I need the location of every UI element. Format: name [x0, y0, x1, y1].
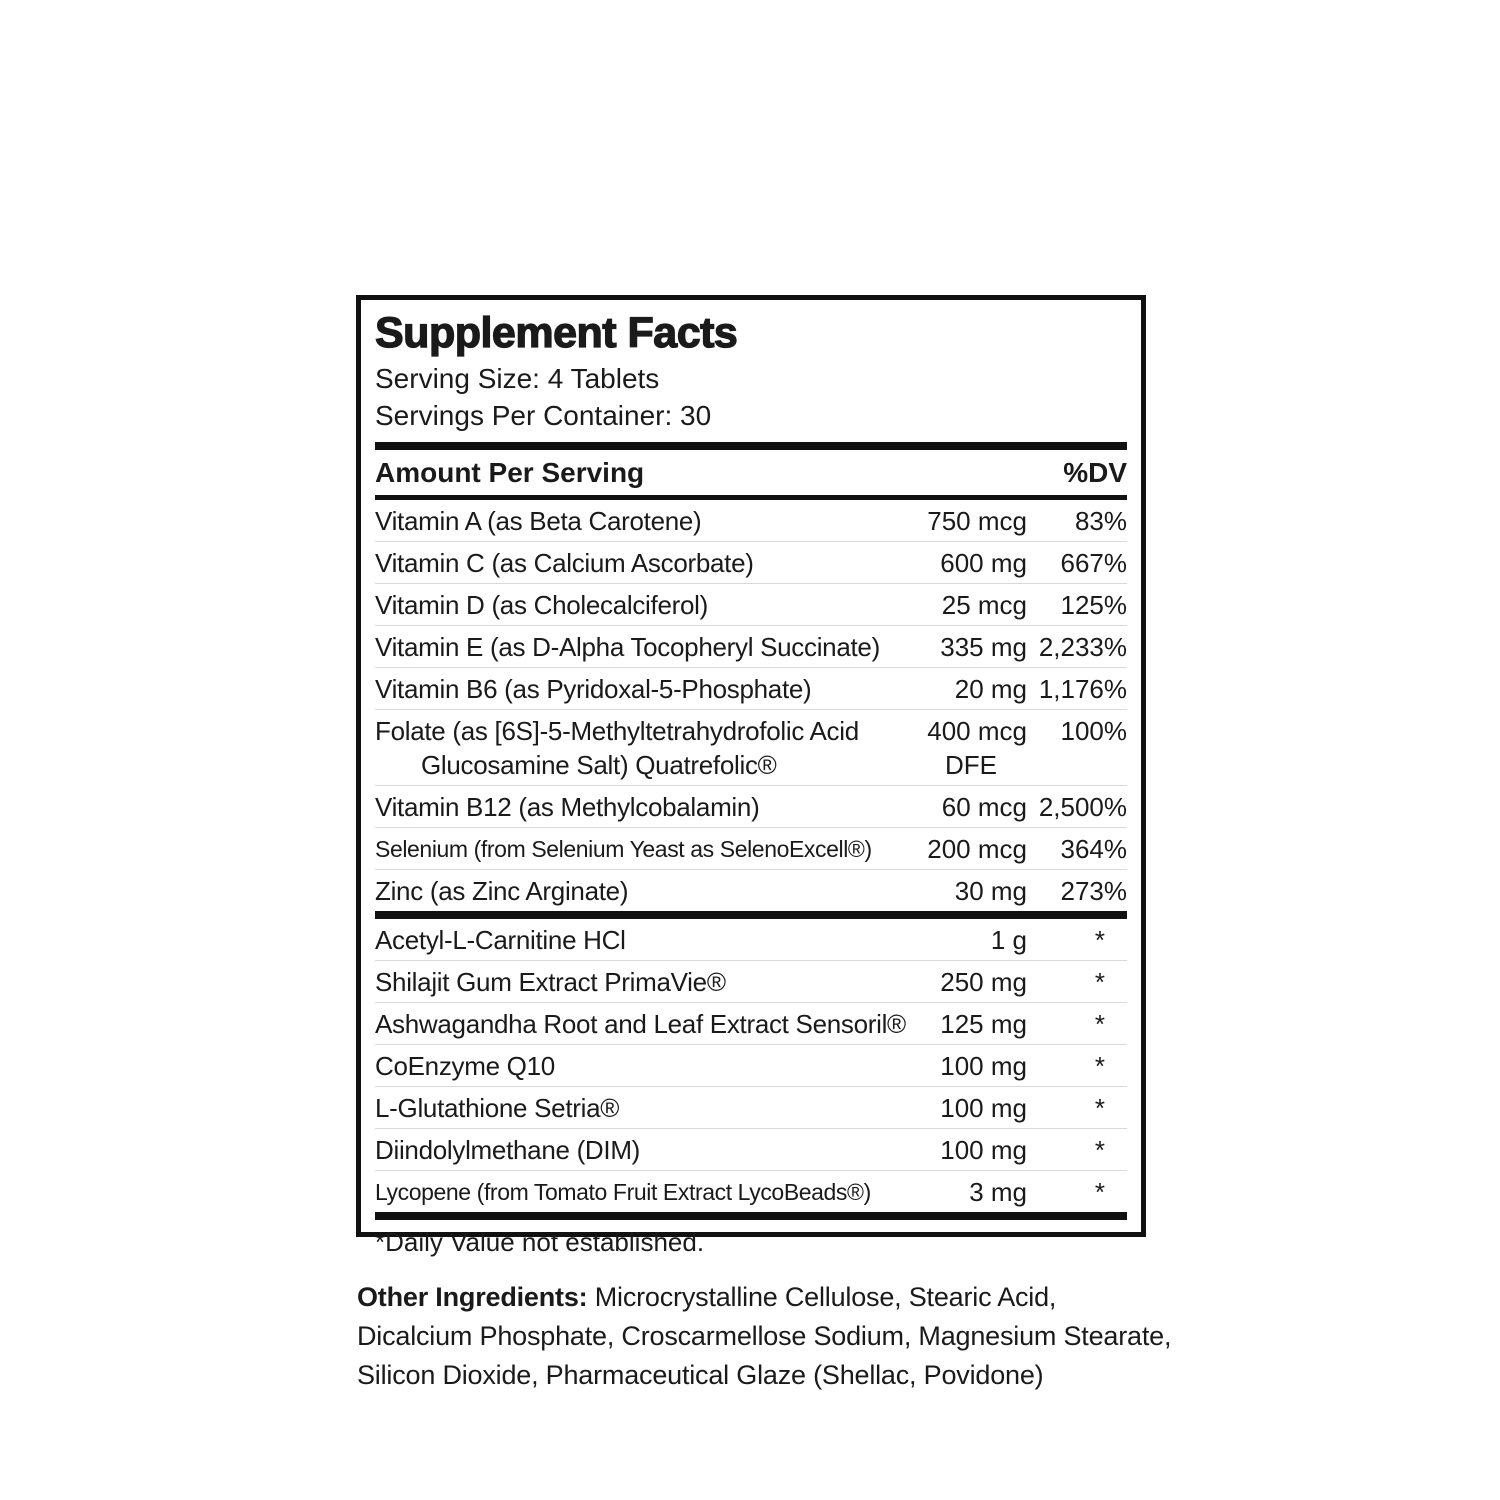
ingredient-dv: 125%: [1060, 590, 1127, 620]
blend-rows: [375, 919, 1127, 1212]
ingredient-amount: 25 mcg: [941, 590, 1027, 620]
ingredient-dv: 2,233%: [1038, 632, 1127, 662]
daily-value-footnote: *Daily Value not established.: [375, 1227, 705, 1257]
ingredient-name: Acetyl-L-Carnitine HCl: [375, 925, 626, 955]
ingredient-name: Folate (as [6S]-5-Methyltetrahydrofolic Acid Glucosamine Salt) Quatrefolic®: [375, 716, 859, 780]
ingredient-dv: *: [1094, 1093, 1105, 1123]
ingredient-amount: 100 mg: [940, 1051, 1027, 1081]
ingredient-amount: 20 mg: [954, 674, 1027, 704]
ingredient-name: Shilajit Gum Extract PrimaVie®: [375, 967, 726, 997]
ingredient-row: [375, 869, 1127, 911]
ingredient-name: Vitamin B12 (as Methylcobalamin): [375, 792, 760, 822]
other-ingredients-label: Other Ingredients:: [357, 1282, 588, 1312]
ingredient-dv: *: [1094, 1051, 1105, 1081]
ingredient-row: [375, 667, 1127, 709]
serving-size: Serving Size: 4 Tablets: [375, 363, 660, 394]
nutrient-rows: [375, 500, 1127, 911]
ingredient-name: Selenium (from Selenium Yeast as SelenoExcell®): [375, 836, 872, 862]
ingredient-row: [375, 785, 1127, 827]
ingredient-amount: 60 mcg: [941, 792, 1027, 822]
ingredient-dv: *: [1094, 925, 1105, 955]
ingredient-amount: 100 mg: [940, 1135, 1027, 1165]
ingredient-dv: *: [1094, 1009, 1105, 1039]
panel-title: Supplement Facts: [375, 309, 738, 357]
ingredient-amount: 600 mg: [940, 548, 1027, 578]
ingredient-row: [375, 1086, 1127, 1128]
dv-header: %DV: [1063, 456, 1127, 488]
ingredient-dv: 83%: [1074, 506, 1127, 536]
ingredient-amount: 400 mcg DFE: [927, 716, 1027, 780]
ingredient-dv: *: [1094, 1135, 1105, 1165]
other-ingredients-text: Microcrystalline Cellulose, Stearic Acid, Dicalcium Phosphate, Croscarmellose Sodium, Magnesium Stearate, Silicon Dioxide, Pharmaceutical Glaze (Shellac, Povidone): [357, 1282, 1172, 1390]
divider-thick-top: [375, 442, 1127, 450]
ingredient-dv: 364%: [1060, 834, 1127, 864]
ingredient-row: [375, 1002, 1127, 1044]
ingredient-row: [375, 541, 1127, 583]
ingredient-row: [375, 1044, 1127, 1086]
ingredient-amount: 30 mg: [954, 876, 1027, 906]
ingredient-name: CoEnzyme Q10: [375, 1051, 555, 1081]
ingredient-amount: 250 mg: [940, 967, 1027, 997]
ingredient-amount: 3 mg: [969, 1177, 1027, 1207]
servings-per-container: Servings Per Container: 30: [375, 400, 712, 431]
ingredient-dv: 2,500%: [1038, 792, 1127, 822]
divider-above-footnote: [375, 1212, 1127, 1220]
ingredient-row: [375, 583, 1127, 625]
ingredient-name: Ashwagandha Root and Leaf Extract Sensoril®: [375, 1009, 906, 1039]
ingredient-row: [375, 709, 1127, 785]
ingredient-amount: 200 mcg: [927, 834, 1027, 864]
ingredient-name: Vitamin A (as Beta Carotene): [375, 506, 702, 536]
ingredient-row: [375, 1170, 1127, 1212]
ingredient-amount: 100 mg: [940, 1093, 1027, 1123]
ingredient-dv: 273%: [1060, 876, 1127, 906]
column-header-row: [375, 450, 1127, 495]
ingredient-name: L-Glutathione Setria®: [375, 1093, 620, 1123]
ingredient-amount: 125 mg: [940, 1009, 1027, 1039]
ingredient-name: Vitamin E (as D-Alpha Tocopheryl Succinate): [375, 632, 880, 662]
ingredient-name: Vitamin B6 (as Pyridoxal-5-Phosphate): [375, 674, 812, 704]
ingredient-amount: 1 g: [990, 925, 1027, 955]
ingredient-amount: 335 mg: [940, 632, 1027, 662]
ingredient-dv: *: [1094, 1177, 1105, 1207]
ingredient-dv: *: [1094, 967, 1105, 997]
ingredient-dv: 667%: [1060, 548, 1127, 578]
supplement-facts-panel: [356, 295, 1146, 1257]
other-ingredients: [357, 1278, 1177, 1395]
ingredient-row: [375, 827, 1127, 869]
ingredient-row: [375, 625, 1127, 667]
ingredient-dv: 100%: [1060, 716, 1127, 746]
ingredient-name: Zinc (as Zinc Arginate): [375, 876, 629, 906]
ingredient-amount: 750 mcg: [927, 506, 1027, 536]
ingredient-row: [375, 919, 1127, 960]
ingredient-row: [375, 960, 1127, 1002]
divider-section: [375, 911, 1127, 919]
ingredient-name: Lycopene (from Tomato Fruit Extract LycoBeads®): [375, 1179, 871, 1205]
ingredient-name: Diindolylmethane (DIM): [375, 1135, 641, 1165]
ingredient-row: [375, 500, 1127, 541]
ingredient-name: Vitamin D (as Cholecalciferol): [375, 590, 708, 620]
ingredient-name: Vitamin C (as Calcium Ascorbate): [375, 548, 754, 578]
ingredient-dv: 1,176%: [1038, 674, 1127, 704]
ingredient-row: [375, 1128, 1127, 1170]
amount-per-serving-header: Amount Per Serving: [375, 456, 645, 488]
